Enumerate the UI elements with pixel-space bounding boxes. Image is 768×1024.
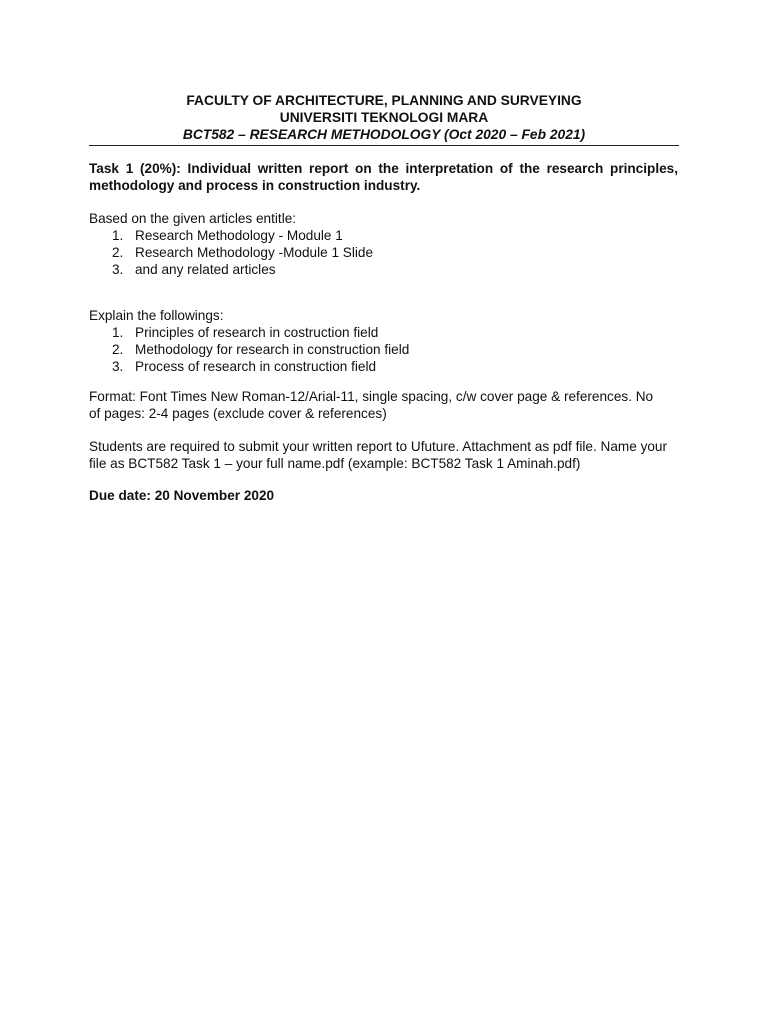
list-item [89, 324, 679, 341]
list-item-text: Principles of research in costruction field [135, 325, 379, 340]
submission-line: Students are required to submit your written report to Ufuture. Attachment as pdf file. Name your [89, 439, 668, 454]
list-item-number: 2. [112, 342, 124, 357]
list-item-text: Methodology for research in construction field [135, 342, 410, 357]
list-item [89, 261, 679, 278]
due-date: Due date: 20 November 2020 [89, 488, 275, 503]
faculty-name: FACULTY OF ARCHITECTURE, PLANNING AND SURVEYING [186, 93, 582, 108]
explain-section [89, 307, 679, 375]
list-item-number: 1. [112, 228, 124, 243]
submission-line: file as BCT582 Task 1 – your full name.pdf (example: BCT582 Task 1 Aminah.pdf) [89, 456, 581, 471]
list-item-text: Process of research in construction field [135, 359, 377, 374]
list-item-number: 1. [112, 325, 124, 340]
list-item-number: 3. [112, 359, 124, 374]
list-item [89, 227, 679, 244]
format-line: of pages: 2-4 pages (exclude cover & references) [89, 406, 387, 421]
list-item-text: Research Methodology -Module 1 Slide [135, 245, 374, 260]
articles-section [89, 210, 679, 278]
explain-list [89, 324, 679, 375]
submission-section [89, 438, 679, 472]
task-title: Task 1 (20%): Individual written report on the interpretation of the research principles, methodology and process in construction industry. [89, 161, 678, 193]
articles-intro: Based on the given articles entitle: [89, 211, 297, 226]
list-item-text: Research Methodology - Module 1 [135, 228, 343, 243]
articles-list [89, 227, 679, 278]
course-title: BCT582 – RESEARCH METHODOLOGY (Oct 2020 – Feb 2021) [182, 127, 586, 142]
list-item [89, 341, 679, 358]
header-divider [89, 145, 679, 146]
explain-intro: Explain the followings: [89, 308, 224, 323]
list-item [89, 358, 679, 375]
format-line: Format: Font Times New Roman-12/Arial-11, single spacing, c/w cover page & references. No [89, 389, 654, 404]
list-item-text: and any related articles [135, 262, 276, 277]
document-header [89, 92, 679, 143]
due-date-section [89, 487, 679, 504]
list-item-number: 2. [112, 245, 124, 260]
university-name: UNIVERSITI TEKNOLOGI MARA [279, 110, 489, 125]
list-item [89, 244, 679, 261]
list-item-number: 3. [112, 262, 124, 277]
format-section [89, 388, 679, 422]
